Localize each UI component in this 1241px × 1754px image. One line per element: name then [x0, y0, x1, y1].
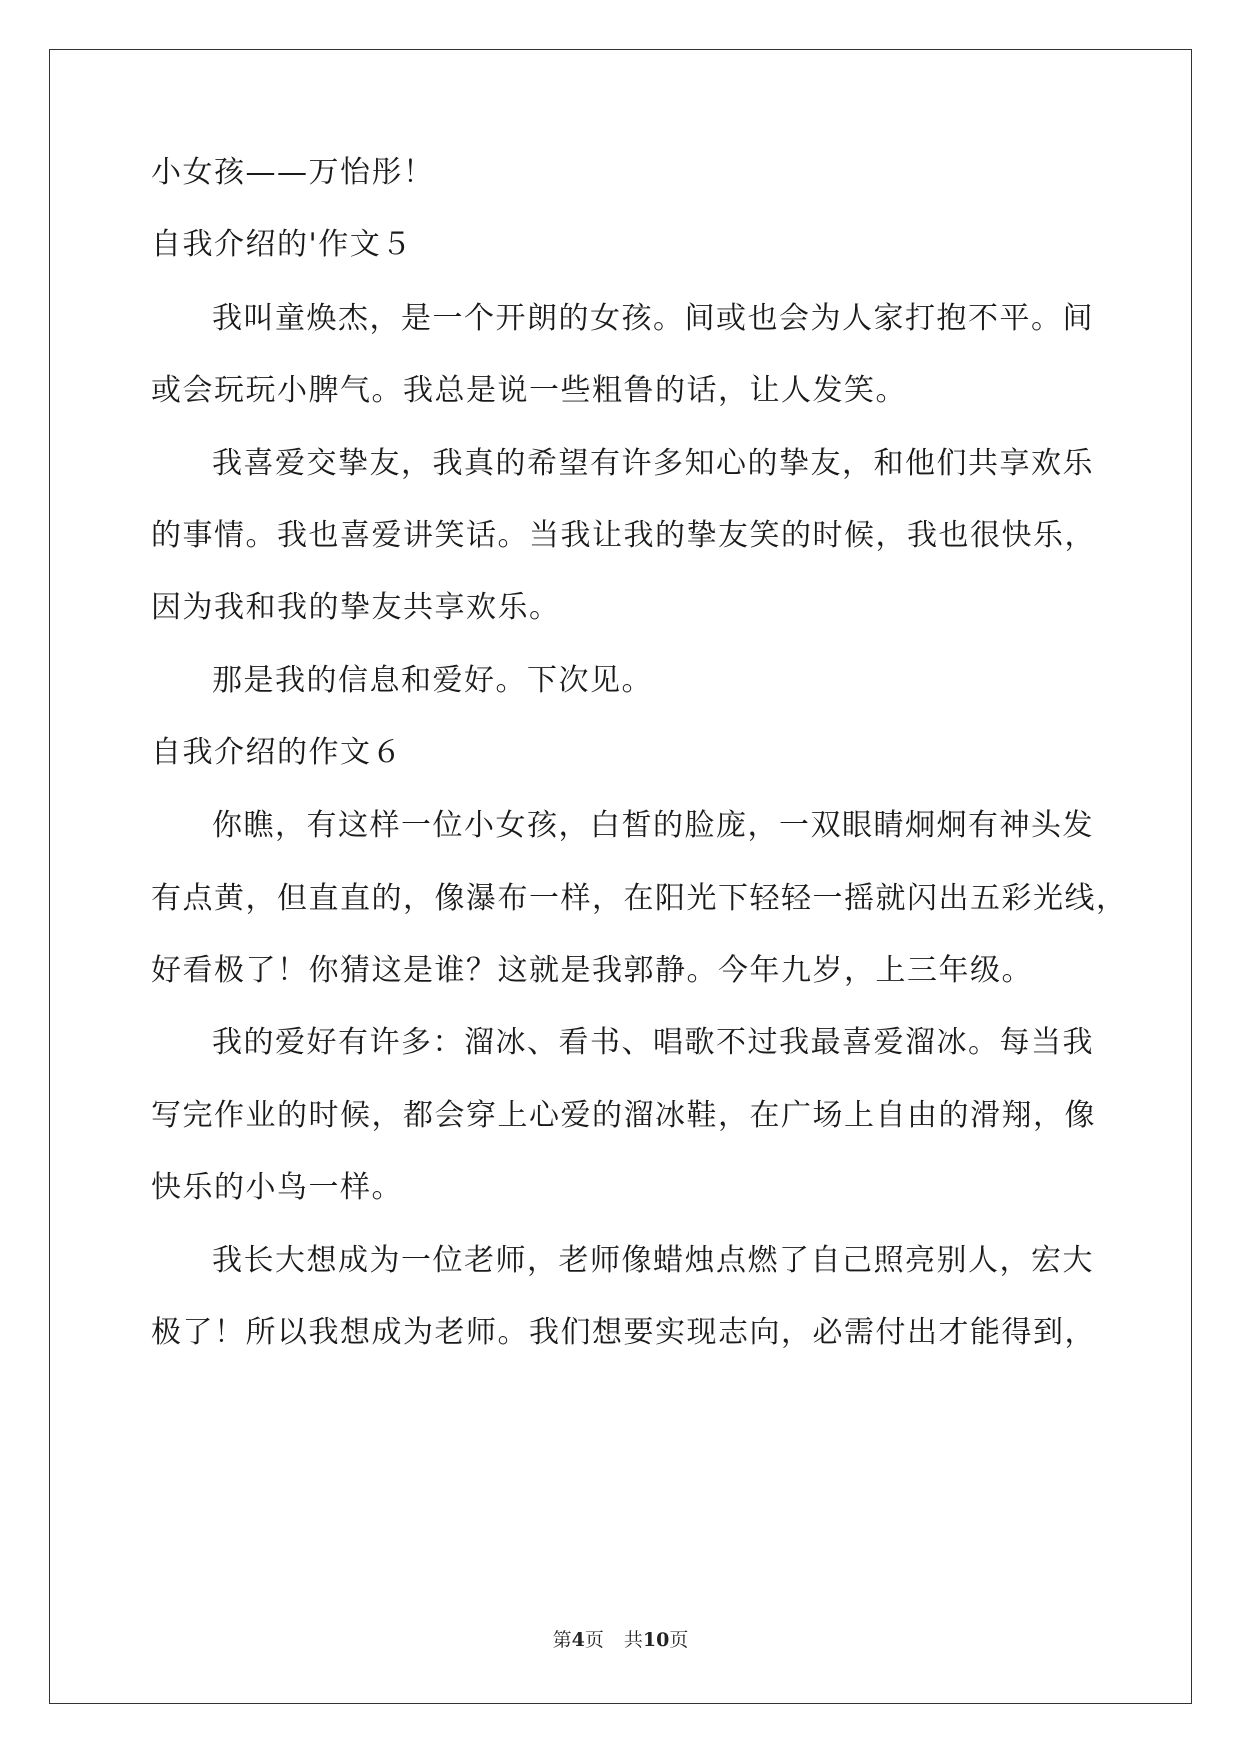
- total-prefix: 共: [623, 1629, 643, 1651]
- paragraph-line: 我喜爱交挚友，我真的希望有许多知心的挚友，和他们共享欢乐: [212, 446, 1094, 481]
- section-heading-6: 自我介绍的作文６: [151, 735, 403, 770]
- paragraph-line: 或会玩玩小脾气。我总是说一些粗鲁的话，让人发笑。: [151, 373, 907, 408]
- paragraph-line: 我的爱好有许多：溜冰、看书、唱歌不过我最喜爱溜冰。每当我: [212, 1025, 1094, 1060]
- paragraph-line: 的事情。我也喜爱讲笑话。当我让我的挚友笑的时候，我也很快乐，: [151, 518, 1096, 553]
- total-suffix: 页: [669, 1629, 689, 1651]
- paragraph-line: 好看极了！你猜这是谁？这就是我郭静。今年九岁，上三年级。: [151, 953, 1033, 988]
- paragraph-line: 快乐的小鸟一样。: [151, 1170, 403, 1205]
- section-heading-5: 自我介绍的'作文５: [151, 227, 413, 262]
- current-page-number: 4: [571, 1629, 585, 1651]
- paragraph-line: 我叫童焕杰，是一个开朗的女孩。间或也会为人家打抱不平。间: [212, 301, 1094, 336]
- paragraph-line: 极了！所以我想成为老师。我们想要实现志向，必需付出才能得到，: [151, 1315, 1096, 1350]
- page-number-footer: [0, 1628, 1241, 1652]
- paragraph-line: 我长大想成为一位老师，老师像蜡烛点燃了自己照亮别人，宏大: [212, 1243, 1094, 1278]
- paragraph-line: 你瞧，有这样一位小女孩，白皙的脸庞，一双眼睛炯炯有神头发: [212, 808, 1094, 843]
- total-pages-number: 10: [642, 1629, 670, 1651]
- paragraph-line: 因为我和我的挚友共享欢乐。: [151, 590, 561, 625]
- page-prefix: 第: [552, 1629, 572, 1651]
- page-border: [49, 49, 1192, 1704]
- page-suffix: 页: [584, 1629, 604, 1651]
- paragraph-line: 有点黄，但直直的，像瀑布一样，在阳光下轻轻一摇就闪出五彩光线，: [151, 881, 1128, 916]
- paragraph-line: 写完作业的时候，都会穿上心爱的溜冰鞋，在广场上自由的滑翔，像: [151, 1098, 1096, 1133]
- paragraph-line: 那是我的信息和爱好。下次见。: [212, 663, 653, 698]
- text-line-closing: 小女孩——万怡彤！: [151, 155, 435, 190]
